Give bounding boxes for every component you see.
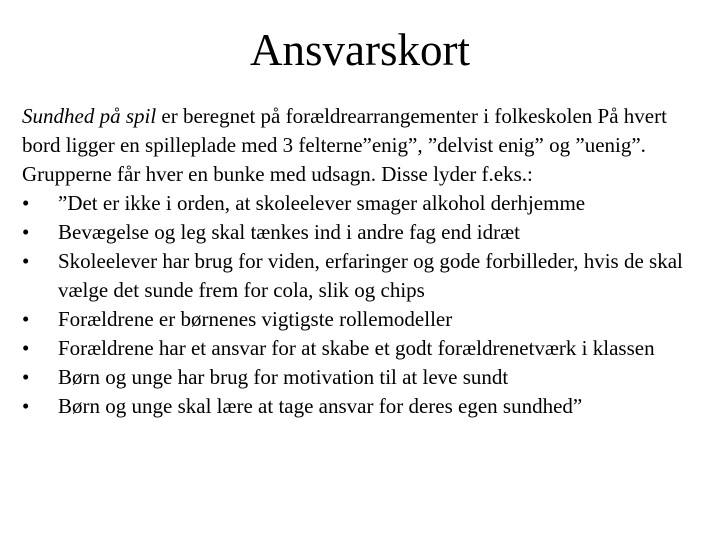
slide-body xyxy=(22,102,702,421)
bullet-icon: • xyxy=(22,220,30,244)
bullet-icon: • xyxy=(22,365,30,389)
bullet-icon: • xyxy=(22,249,30,273)
statement-text: Forældrene har et ansvar for at skabe et godt forældrenetværk i klassen xyxy=(58,336,655,360)
bullet-icon: • xyxy=(22,307,30,331)
statement-text: Skoleelever har brug for viden, erfaringer og gode forbilleder, hvis de skal vælge det sunde frem for cola, slik og chips xyxy=(58,249,683,302)
bullet-icon: • xyxy=(22,394,30,418)
bullet-icon: • xyxy=(22,191,30,215)
intro-paragraph xyxy=(22,102,702,189)
bullet-icon: • xyxy=(22,336,30,360)
statement-item xyxy=(22,363,702,392)
statement-text: Forældrene er børnenes vigtigste rollemodeller xyxy=(58,307,453,331)
statement-text: Børn og unge har brug for motivation til at leve sundt xyxy=(58,365,509,389)
statement-item xyxy=(22,218,702,247)
intro-text: er beregnet på forældrearrangementer i folkeskolen På hvert bord ligger en spilleplade med 3 felterne”enig”, ”delvist enig” og ”uenig”. Grupperne får hver en bunke med udsagn. Disse lyder f.eks.: xyxy=(22,104,667,186)
statement-list xyxy=(22,189,702,421)
statement-item xyxy=(22,334,702,363)
statement-text: Bevægelse og leg skal tænkes ind i andre fag end idræt xyxy=(58,220,520,244)
statement-item xyxy=(22,305,702,334)
slide-title: Ansvarskort xyxy=(250,25,470,75)
statement-item xyxy=(22,247,702,305)
intro-italic-lead: Sundhed på spil xyxy=(22,104,157,128)
statement-item xyxy=(22,392,702,421)
statement-text: Børn og unge skal lære at tage ansvar for deres egen sundhed” xyxy=(58,394,583,418)
statement-item xyxy=(22,189,702,218)
statement-text: ”Det er ikke i orden, at skoleelever smager alkohol derhjemme xyxy=(58,191,586,215)
